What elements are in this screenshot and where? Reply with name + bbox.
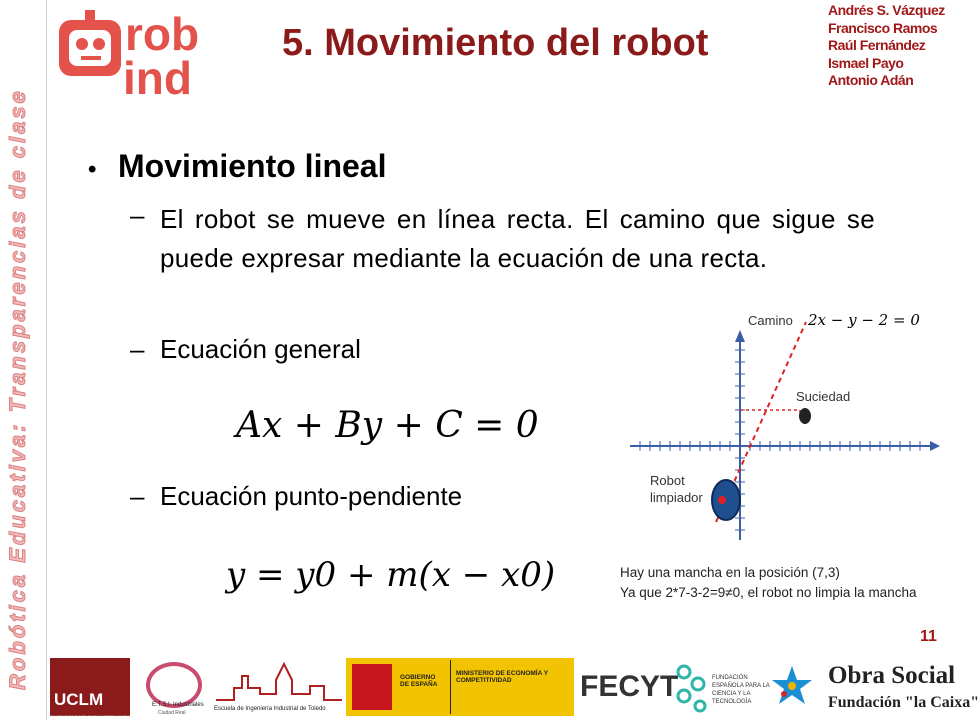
uclm-subtext: CAMPUS DE EXCELENCIA INTERNACIONAL	[50, 714, 134, 719]
fecyt-subtext: FUNDACIÓN ESPAÑOLA PARA LA CIENCIA Y LA TECNOLOGÍA	[712, 675, 770, 705]
dash-text: Ecuación general	[160, 334, 361, 364]
camino-equation: 2x − y − 2 = 0	[808, 311, 920, 329]
caixa-star-icon	[766, 664, 818, 708]
uclm-text: UCLM	[54, 690, 104, 709]
uclm-logo	[50, 658, 134, 719]
coat-of-arms-icon	[352, 664, 392, 710]
camino-label: Camino	[748, 313, 793, 328]
ministerio-logo	[346, 658, 574, 716]
path-diagram	[630, 300, 940, 550]
bullet-item	[88, 148, 386, 185]
ets-city: Ciudad Real	[158, 710, 186, 716]
bullet-dot-icon: •	[88, 156, 97, 183]
ministerio-text: MINISTERIO DE ECONOMÍA Y COMPETITIVIDAD	[456, 670, 548, 684]
robind-logo	[55, 6, 220, 104]
guide-line	[740, 410, 800, 415]
note-line: Hay una mancha en la posición (7,3)	[620, 565, 840, 580]
authors-list	[828, 2, 945, 90]
author: Francisco Ramos	[828, 19, 938, 36]
toledo-text: Escuela de Ingeniería Industrial de Toledo	[214, 706, 326, 712]
obra-social-text: Obra Social	[828, 662, 956, 689]
sidebar	[0, 0, 47, 720]
y-arrow-icon	[735, 330, 745, 342]
dash-marker-icon: –	[130, 334, 145, 364]
robot-marker-icon	[718, 496, 726, 504]
ets-text: E.T.S.I. Industriales	[152, 702, 204, 708]
equation-text: Ax + By + C = 0	[236, 405, 539, 446]
fecyt-dots-icon	[676, 664, 710, 712]
robot-label-line1: Robot	[650, 473, 685, 488]
note-line: Ya que 2*7-3-2=9≠0, el robot no limpia la mancha	[620, 585, 917, 600]
note-text	[620, 563, 940, 603]
x-arrow-icon	[930, 441, 940, 451]
toledo-skyline-icon	[214, 658, 344, 702]
author: Andrés S. Vázquez	[828, 2, 945, 18]
gobierno-text: GOBIERNO DE ESPAÑA	[400, 674, 438, 688]
author: Antonio Adán	[828, 72, 914, 88]
robot-label-line2: limpiador	[650, 490, 703, 505]
footer-logos	[46, 652, 979, 720]
sidebar-title: Robótica Educativa: Transparencias de clase	[5, 88, 30, 690]
page-title: 5. Movimiento del robot	[282, 22, 709, 64]
fecyt-text: FECYT	[580, 670, 679, 703]
logo-top-text: rob	[125, 8, 200, 60]
caixa-text: Fundación "la Caixa"	[828, 694, 979, 711]
bullet-text: Movimiento lineal	[118, 148, 387, 184]
suciedad-label: Suciedad	[796, 389, 851, 404]
obra-social-logo	[766, 656, 979, 716]
robot-head-icon	[59, 10, 121, 76]
author: Ismael Payo	[828, 54, 904, 71]
author: Raúl Fernández	[828, 37, 926, 53]
paragraph: El robot se mueve en línea recta. El camino que sigue se puede expresar mediante la ecuación de una recta.	[160, 204, 875, 273]
equation-text: y = y0 + m(x − x0)	[226, 555, 556, 595]
toledo-logo	[214, 658, 344, 716]
page-number: 11	[920, 628, 937, 645]
ets-logo	[138, 658, 208, 716]
general-equation	[236, 405, 539, 446]
dash-marker-icon: –	[130, 481, 145, 511]
dirt-spot-icon	[799, 408, 811, 424]
logo-bottom-text: ind	[123, 52, 192, 104]
fecyt-logo	[580, 660, 770, 716]
point-slope-equation	[226, 555, 555, 595]
dash-text: Ecuación punto-pendiente	[160, 481, 463, 511]
